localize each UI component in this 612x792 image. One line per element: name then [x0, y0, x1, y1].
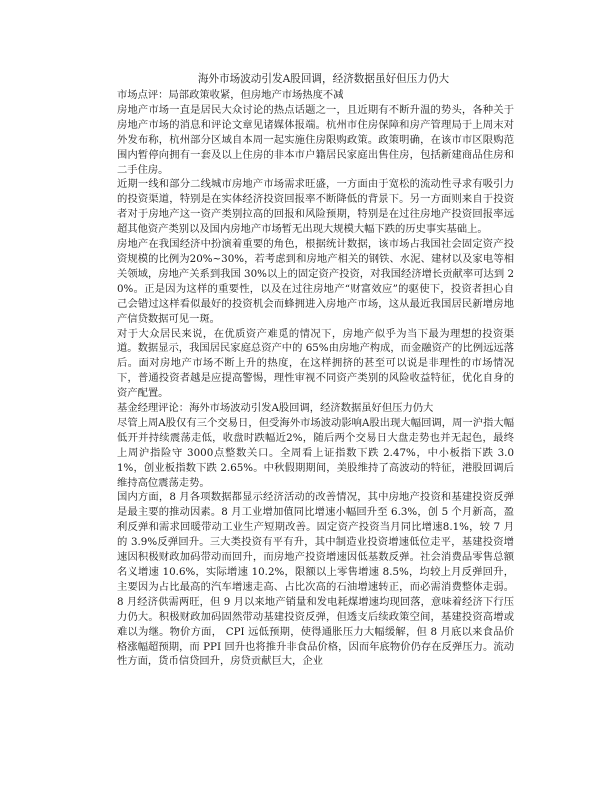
- paragraph: 对于大众居民来说，在优质资产难觅的情况下，房地产似乎为当下最为理想的投资渠道。数据显示，我国居民家庭总资产中的 65%由房地产构成，而金融资产的比例远远落后。面对房地产市场不断上升的热度，在这样拥挤的甚至可以说是非理性的市场情况下，普通投资者越是应提高警惕，理性审视不同资产类别的风险收益特征，优化自身的资产配置。: [117, 327, 514, 400]
- paragraph: 房地产在我国经济中扮演着重要的角色，根据统计数据，该市场占我国社会固定资产投资规模的比例为20%~30%，若考虑到和房地产相关的钢铁、水泥、建材以及家电等相关领域，房地产关系到我国 30%以上的固定资产投资，对我国经济增长贡献率可达到 20%。正是因为这样的重要性，以及在过往房地产“财富效应”的驱使下，投资者担心自己会错过这样看似最好的投资机会而蜂拥进入房地产市场，这从最近我国居民新增房地产信贷数据可见一斑。: [117, 238, 514, 325]
- paragraph: 近期一线和部分二线城市房地产市场需求旺盛，一方面由于宽松的流动性寻求有吸引力的投资渠道，特别是在实体经济投资回报率不断降低的背景下。另一方面则来自于投资者对于房地产这一资产类别拉高的回报和风险预期，特别是在过往房地产投资回报率远超其他资产类别以及国内房地产市场暂无出现大规模大幅下跌的历史事实基础上。: [117, 178, 514, 236]
- section-heading-market-review: 市场点评：局部政策收紧，但房地产市场热度不减: [117, 89, 344, 101]
- paragraph: 尽管上周A股仅有三个交易日，但受海外市场波动影响A股出现大幅回调，周一沪指大幅低开并持续震荡走低，收盘时跌幅近2%，随后两个交易日大盘走势也并无起色，最终上周沪指险守 3000点整数关口。全周看上证指数下跌 2.47%，中小板指下跌 3.01%，创业板指数下跌 2.65%。中秋假期期间，美股维持了高波动的特征，港股回调后维持高位震荡走势。: [117, 416, 514, 489]
- paragraph: 国内方面，8 月各项数据都显示经济活动的改善情况，其中房地产投资和基建投资反弹是最主要的推动因素。8 月工业增加值同比增速小幅回升至 6.3%，创 5 个月新高，盈利反弹和需求回暖带动工业生产短期改善。固定资产投资当月同比增速8.1%，较 7 月的 3.9%反弹回升。三大类投资有平有升，其中制造业投资增速低位走平，基建投资增速因积极财政加码带动而回升，而房地产投资增速因低基数反弹。社会消费品零售总额名义增速 10.6%，实际增速 10.2%，限额以上零售增速 8.5%，均较上月反弹回升，主要因为占比最高的汽车增速走高、占比次高的石油增速转正，而必需消费整体走弱。8 月经济供需两旺，但 9 月以来地产销量和发电耗煤增速均现回落，意味着经济下行压力仍大。积极财政加码固然带动基建投资反弹，但透支后续政策空间，基建投资高增或难以为继。物价方面， CPI 远低预期，使得通胀压力大幅缓解，但 8 月底以来食品价格涨幅超预期，而 PPI 回升也将推升非食品价格，因而年底物价仍存在反弹压力。流动性方面，货币信贷回升，房贷贡献巨大，企业: [117, 491, 514, 668]
- paragraph: 房地产市场一直是居民大众讨论的热点话题之一，且近期有不断升温的势头，各种关于房地产市场的消息和评论文章见诸媒体报端。杭州市住房保障和房产管理局于上周末对外发布称，杭州部分区域自本周一起实施住房限购政策。政策明确，在该市市区限购范围内暂停向拥有一套及以上住房的非本市户籍居民家庭出售住房，包括新建商品住房和二手住房。: [117, 103, 514, 176]
- section-heading-fund-manager: 基金经理评论：海外市场波动引发A股回调，经济数据虽好但压力仍大: [117, 402, 434, 415]
- document-title: 海外市场波动引发A股回调，经济数据虽好但压力仍大: [197, 73, 450, 85]
